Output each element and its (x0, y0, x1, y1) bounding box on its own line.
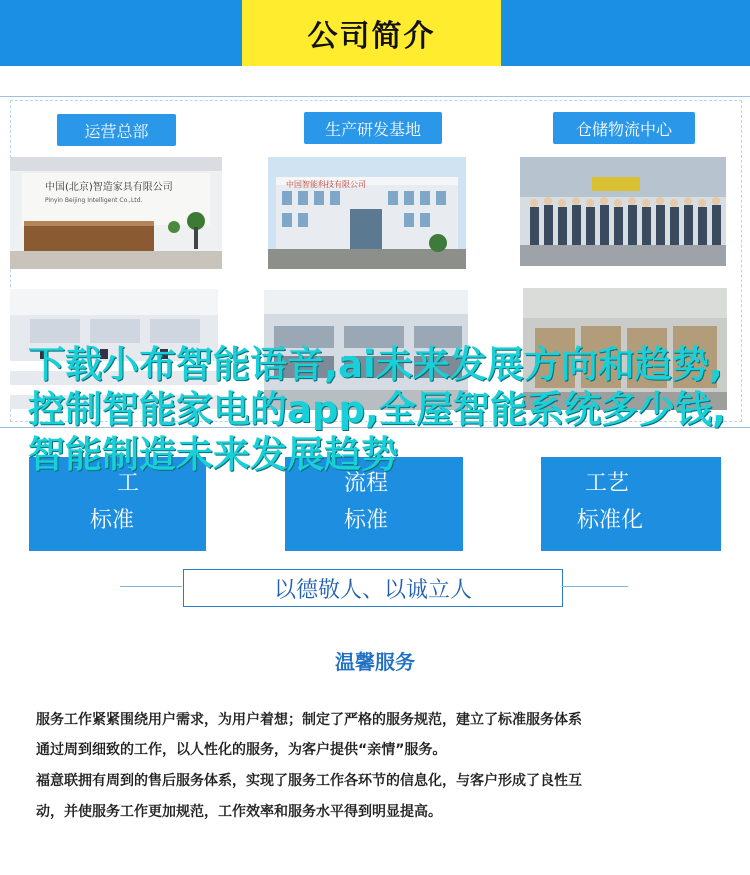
photo-team (520, 157, 726, 266)
overlay-promo-text: 下载小布智能语音,ai未来发展方向和趋势,控制智能家电的app,全屋智能系统多少钱,智能制造未来发展趋势 (28, 343, 727, 476)
photo-building (268, 157, 466, 269)
label-headquarters-text: 运营总部 (84, 121, 149, 141)
label-production-base-text: 生产研发基地 (324, 119, 421, 139)
service-paragraph-2-line-2: 动，并使服务工作更加规范，工作效率和服务水平得到明显提高。 (36, 804, 442, 820)
page-title (242, 0, 501, 66)
box3-line1: 工艺 (585, 471, 630, 496)
service-paragraph-2-line-1: 福意联拥有周到的售后服务体系，实现了服务工作各环节的信息化，与客户形成了良性互 (36, 773, 582, 789)
header-band-right (501, 0, 750, 66)
box2-line1: 流程 (344, 471, 389, 496)
motto-box (183, 569, 563, 607)
label-headquarters (57, 114, 176, 146)
label-logistics-center-text: 仓储物流中心 (575, 119, 672, 139)
reception-sign-line1: 中国(北京)智造家具有限公司 (45, 182, 173, 193)
motto-text: 以德敬人、以诚立人 (273, 577, 472, 603)
box3-line2: 标准化 (577, 508, 644, 533)
page-title-text: 公司简介 (307, 19, 436, 54)
service-paragraph-1-line-2: 通过周到细致的工作，以人性化的服务，为客户提供“亲情”服务。 (36, 742, 447, 758)
motto-line-left (120, 586, 182, 587)
label-production-base (304, 112, 442, 144)
box2-line2: 标准 (344, 508, 389, 533)
building-sign: 中国智能科技有限公司 (286, 180, 366, 189)
box1-line1: 工 (117, 471, 140, 496)
photo-reception (10, 157, 222, 269)
service-title: 温馨服务 (335, 650, 415, 674)
reception-sign-line2: Pinyin Beijing Intelligent Co.,Ltd. (45, 197, 143, 204)
box1-line2: 标准 (90, 508, 135, 533)
service-paragraph-1-line-1: 服务工作紧紧围绕用户需求，为用户着想；制定了严格的服务规范，建立了标准服务体系 (36, 712, 582, 728)
motto-line-right (562, 586, 628, 587)
header-band-left (0, 0, 242, 66)
label-logistics-center (553, 112, 695, 144)
